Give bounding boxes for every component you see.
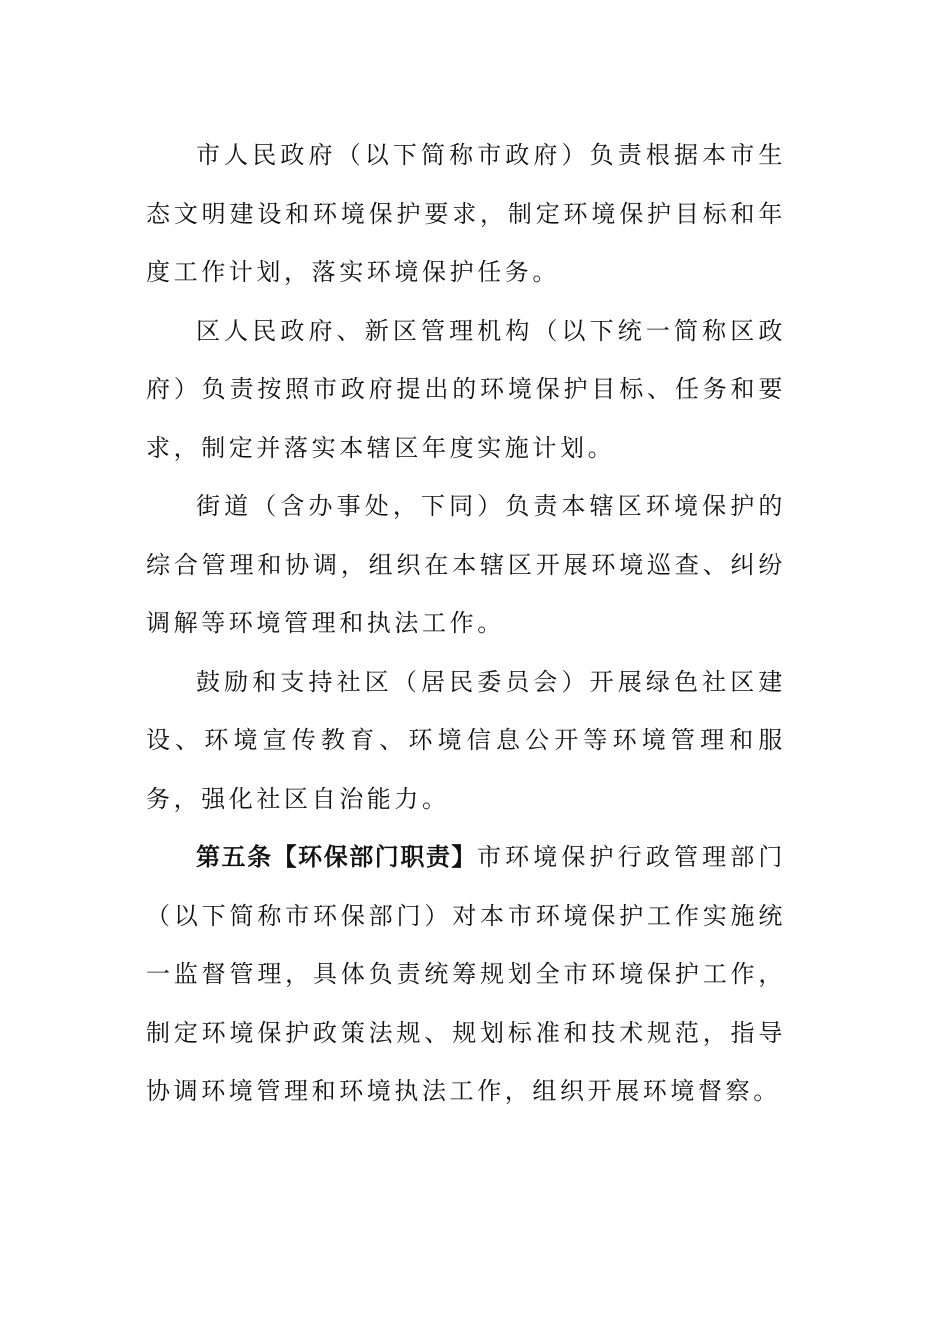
article-5-heading: 第五条【环保部门职责】 — [196, 843, 477, 871]
paragraph-community: 鼓励和支持社区（居民委员会）开展绿色社区建设、环境宣传教育、环境信息公开等环境管理和服务，强化社区自治能力。 — [146, 667, 786, 813]
article-5-body: 市环境保护行政管理部门（以下简称市环保部门）对本市环境保护工作实施统一监督管理，具体负责统筹规划全市环境保护工作，制定环境保护政策法规、规划标准和技术规范，指导协调环境管理和环境执法工作，组织开展环境督察。 — [146, 843, 786, 1105]
paragraph-subdistrict: 街道（含办事处，下同）负责本辖区环境保护的综合管理和协调，组织在本辖区开展环境巡查、纠纷调解等环境管理和执法工作。 — [146, 492, 786, 637]
paragraph-district-government: 区人民政府、新区管理机构（以下统一简称区政府）负责按照市政府提出的环境保护目标、任务和要求，制定并落实本辖区年度实施计划。 — [146, 316, 786, 462]
article-5-paragraph — [146, 828, 786, 1121]
document-body — [146, 126, 786, 1121]
paragraph-city-government: 市人民政府（以下简称市政府）负责根据本市生态文明建设和环境保护要求，制定环境保护目标和年度工作计划，落实环境保护任务。 — [146, 141, 786, 286]
